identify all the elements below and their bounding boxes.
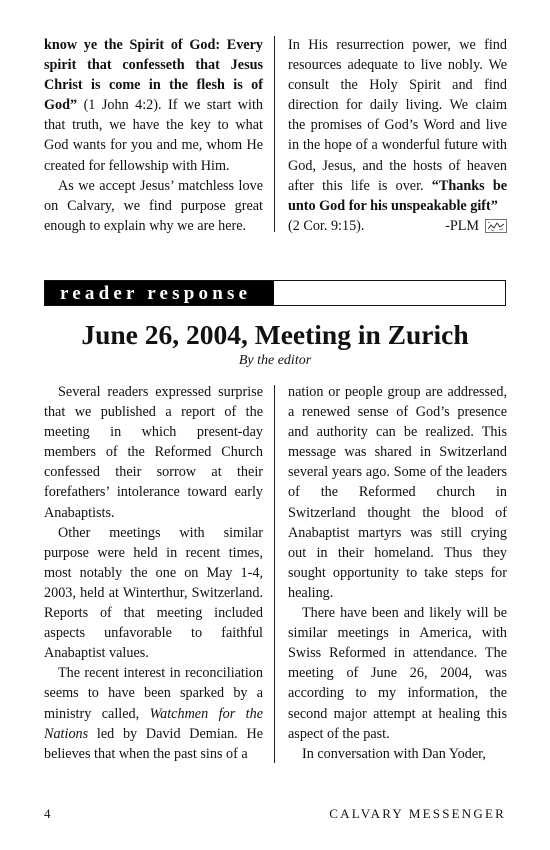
article-left-column [44,382,263,764]
paragraph: In conversation with Dan Yoder, [302,745,486,762]
signature-row [288,216,507,236]
paragraph-text: In His resurrection power, we find resources adequate to live nobly. We consult the Holy Spirit and find direction for daily living. We claim the promises of God’s Word and live in the hope of a wonderful future with God, Jesus, and the hosts of heaven after this life is over. [288,37,507,194]
paragraph [44,663,263,763]
paragraph: Other meetings with similar purpose were held in recent times, most notably the one on May 1-4, 2003, held at Winterthur, Switzerland. Reports of that meeting included aspects unfavorable to faithful Anabaptist values. [44,524,263,662]
magazine-title: CALVARY MESSENGER [329,806,506,821]
scripture-reference: (2 Cor. 9:15). [288,217,365,234]
top-right-column [288,35,507,236]
page-number: 4 [44,806,51,821]
signature-block [445,216,507,236]
paragraph-text: The recent interest in reconciliation seems to have been sparked by a ministry called, [44,665,263,722]
top-left-column [44,35,263,236]
article-headline: June 26, 2004, Meeting in Zurich [81,319,469,350]
author-signature: -PLM [445,217,479,234]
end-mark-icon [485,219,507,233]
article-byline: By the editor [238,353,312,368]
section-banner [44,280,506,306]
paragraph [44,35,263,176]
paragraph [288,35,507,216]
paragraph: Several readers expressed surprise that we published a report of the meeting in which present-day members of the Reformed Church confessed their sorrow at their forefathers’ intolerance toward early Anabaptists. [44,384,263,521]
scripture-quote: “Thanks be unto God for his unspeakable gift” [288,177,508,214]
paragraph-text: led by David Demian. He believes that when the past sins of a [44,725,263,762]
paragraph-text: (1 John 4:2). If we start with that truth, we have the key to what God wants for you and me, whom He created for fellowship with Him. [44,97,263,174]
scripture-quote: know ye the Spirit of God: Every spirit that confesseth that Jesus Christ is come in the flesh is of God” [44,37,263,114]
paragraph: As we accept Jesus’ matchless love on Calvary, we find purpose great enough to explain why we are here. [44,177,263,234]
column-divider [274,36,275,232]
column-divider [274,385,275,763]
paragraph: nation or people group are addressed, a renewed sense of God’s presence and authority can be realized. This message was shared in Switzerland several years ago. Some of the leaders of the Reformed church in Switzerland thought the blood of Anabaptist martyrs was still crying out in their homeland. Thus they sought opportunity to take steps for healing. [288,384,507,601]
paragraph: There have been and likely will be similar meetings in America, with Swiss Reformed in attendance. The meeting of June 26, 2004, was according to my information, the second major attempt at healing this aspect of the past. [288,605,507,742]
section-label: reader response [45,281,274,305]
article-right-column [288,382,507,764]
ministry-name: Watchmen for the Nations [44,705,263,742]
